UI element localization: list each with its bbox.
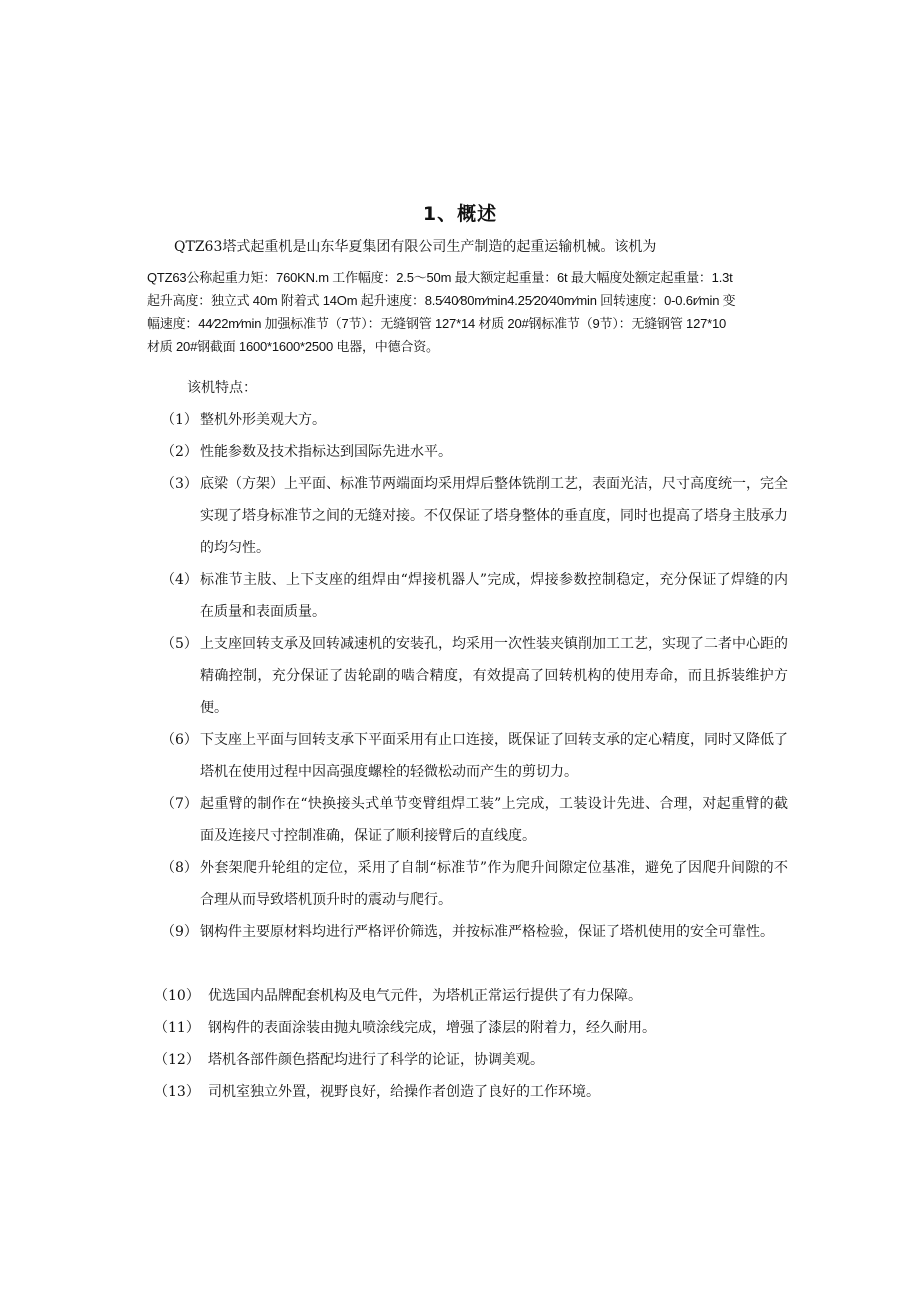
item-text: 塔机各部件颜色搭配均进行了科学的论证，协调美观。	[208, 1052, 544, 1068]
item-text: 外套架爬升轮组的定位，采用了自制“标准节”作为爬升间隙定位基准，避免了因爬升间隙的不合理从而导致塔机顶升时的震动与爬行。	[200, 860, 788, 908]
list-item	[161, 724, 788, 788]
item-text: 性能参数及技术指标达到国际先进水平。	[200, 444, 452, 460]
item-text: 优选国内品牌配套机构及电气元件，为塔机正常运行提供了有力保障。	[208, 988, 642, 1004]
item-text: 整机外形美观大方。	[200, 412, 326, 428]
item-number: （7）	[161, 796, 198, 812]
item-number: （5）	[161, 636, 198, 652]
list-item	[154, 1044, 788, 1076]
item-number: （12）	[154, 1052, 200, 1068]
intro-paragraph: QTZ63塔式起重机是山东华夏集团有限公司生产制造的起重运输机械。该机为	[174, 239, 657, 255]
section-title: 1、概述	[422, 203, 498, 225]
item-number: （8）	[161, 860, 198, 876]
specs-line: 幅速度：44⁄22m⁄min 加强标准节（7节）：无缝钢管 127*14 材质 20#钢标准节（9节）：无缝钢管 127*10	[147, 316, 727, 331]
specs-line: 材质 20#钢截面 1600*1600*2500 电器，中德合资。	[147, 339, 439, 354]
list-item	[161, 916, 788, 948]
item-number: （1）	[161, 412, 198, 428]
specs-line: 起升高度：独立式 40m 附着式 14Om 起升速度：8.5⁄40⁄80m⁄min4.25⁄20⁄40m⁄min 回转速度：0-0.6r⁄min 变	[147, 293, 736, 308]
features-heading: 该机特点：	[187, 380, 257, 396]
specs-line: QTZ63公称起重力矩：760KN.m 工作幅度：2.5～50m 最大额定起重量：6t 最大幅度处额定起重量：1.3t	[147, 270, 733, 285]
item-number: （3）	[161, 476, 198, 492]
item-text: 底梁（方架）上平面、标准节两端面均采用焊后整体铣削工艺，表面光洁，尺寸高度统一，完全实现了塔身标准节之间的无缝对接。不仅保证了塔身整体的垂直度，同时也提高了塔身主肢承力的均匀性。	[200, 476, 788, 556]
item-number: （6）	[161, 732, 198, 748]
item-text: 司机室独立外置，视野良好，给操作者创造了良好的工作环境。	[208, 1084, 600, 1100]
list-item	[161, 852, 788, 916]
list-item	[161, 468, 788, 564]
item-text: 钢构件的表面涂装由抛丸喷涂线完成，增强了漆层的附着力，经久耐用。	[208, 1020, 656, 1036]
specs-paragraph	[147, 266, 790, 358]
list-item	[161, 564, 788, 628]
list-item	[161, 404, 788, 436]
item-number: （10）	[154, 988, 200, 1004]
item-text: 钢构件主要原材料均进行严格评价筛选，并按标准严格检验，保证了塔机使用的安全可靠性。	[200, 924, 774, 940]
item-number: （13）	[154, 1084, 200, 1100]
item-text: 下支座上平面与回转支承下平面采用有止口连接，既保证了回转支承的定心精度，同时又降低了塔机在使用过程中因高强度螺栓的轻微松动而产生的剪切力。	[200, 732, 788, 780]
item-text: 标准节主肢、上下支座的组焊由“焊接机器人”完成，焊接参数控制稳定，充分保证了焊缝的内在质量和表面质量。	[200, 572, 788, 620]
list-item	[161, 436, 788, 468]
item-number: （9）	[161, 924, 198, 940]
item-text: 上支座回转支承及回转减速机的安装孔，均采用一次性装夹镇削加工工艺，实现了二者中心距的精确控制，充分保证了齿轮副的啮合精度，有效提高了回转机构的使用寿命，而且拆装维护方便。	[200, 636, 788, 716]
list-item	[154, 1076, 788, 1108]
list-item	[161, 788, 788, 852]
item-text: 起重臂的制作在“快换接头式单节变臂组焊工装”上完成，工装设计先进、合理，对起重臂的截面及连接尺寸控制准确，保证了顺利接臂后的直线度。	[200, 796, 788, 844]
item-number: （4）	[161, 572, 198, 588]
list-item	[154, 980, 788, 1012]
item-number: （11）	[154, 1020, 200, 1036]
list-item	[161, 628, 788, 724]
list-item	[154, 1012, 788, 1044]
item-number: （2）	[161, 444, 198, 460]
